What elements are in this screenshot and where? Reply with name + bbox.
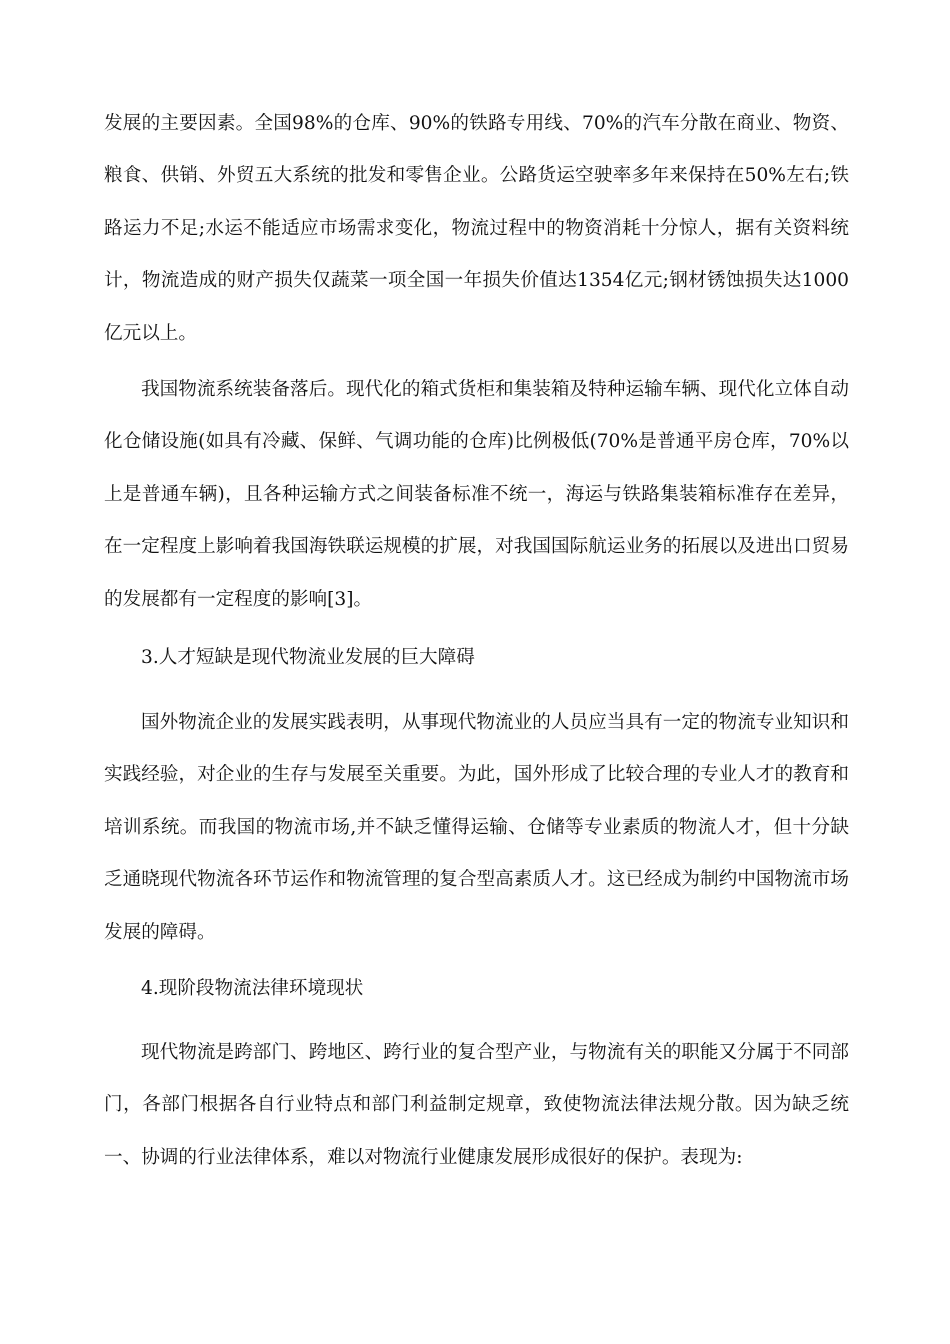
paragraph-equipment-distribution: 发展的主要因素。全国98%的仓库、90%的铁路专用线、70%的汽车分散在商业、物资、粮食、供销、外贸五大系统的批发和零售企业。公路货运空驶率多年来保持在50%左右;铁路运力不足;水运不能适应市场需求变化，物流过程中的物资消耗十分惊人，据有关资料统计，物流造成的财产损失仅蔬菜一项全国一年损失价值达1354亿元;钢材锈蚀损失达1000亿元以上。 (104, 113, 849, 344)
paragraph-legal-environment: 现代物流是跨部门、跨地区、跨行业的复合型产业，与物流有关的职能又分属于不同部门，各部门根据各自行业特点和部门利益制定规章，致使物流法律法规分散。因为缺乏统一、协调的行业法律体系，难以对物流行业健康发展形成很好的保护。表现为: (104, 1042, 849, 1168)
section-heading-legal-environment: 4.现阶段物流法律环境现状 (141, 978, 364, 999)
paragraph-equipment-backward: 我国物流系统装备落后。现代化的箱式货柜和集装箱及特种运输车辆、现代化立体自动化仓储设施(如具有冷藏、保鲜、气调功能的仓库)比例极低(70%是普通平房仓库，70%以上是普通车辆)，且各种运输方式之间装备标准不统一，海运与铁路集装箱标准存在差异，在一定程度上影响着我国海铁联运规模的扩展，对我国国际航运业务的拓展以及进出口贸易的发展都有一定程度的影响[3]。 (104, 379, 849, 610)
paragraph-talent-shortage: 国外物流企业的发展实践表明，从事现代物流业的人员应当具有一定的物流专业知识和实践经验，对企业的生存与发展至关重要。为此，国外形成了比较合理的专业人才的教育和培训系统。而我国的物流市场,并不缺乏懂得运输、仓储等专业素质的物流人才，但十分缺乏通晓现代物流各环节运作和物流管理的复合型高素质人才。这已经成为制约中国物流市场发展的障碍。 (104, 712, 849, 943)
section-heading-talent-shortage: 3.人才短缺是现代物流业发展的巨大障碍 (141, 647, 475, 668)
